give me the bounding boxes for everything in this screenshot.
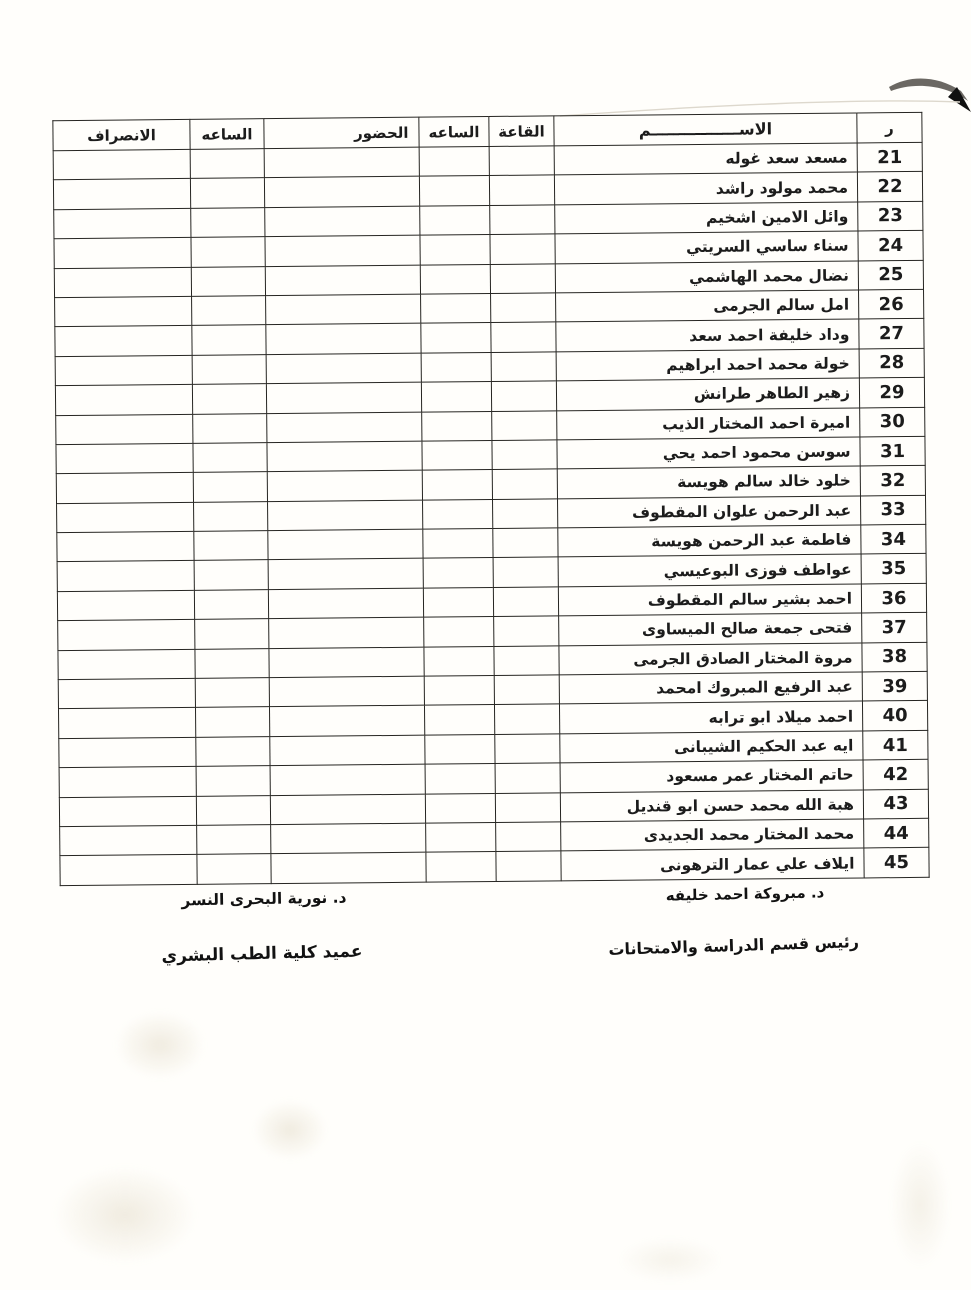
row-number-cell: 29 <box>859 377 924 407</box>
hall-cell <box>495 734 560 764</box>
hour-out-cell <box>195 678 269 708</box>
departure-cell <box>57 531 194 562</box>
hour-out-cell <box>193 472 267 502</box>
row-number-cell: 43 <box>863 789 928 819</box>
student-name-cell: اميرة احمد المختار الذيب <box>557 407 860 439</box>
row-number-cell: 22 <box>857 172 922 202</box>
hour-in-cell <box>426 852 496 882</box>
col-header-index: ر <box>857 112 922 143</box>
hall-cell <box>489 146 554 176</box>
row-number-cell: 42 <box>863 760 928 790</box>
scan-smudge <box>240 1090 340 1170</box>
hour-in-cell <box>422 470 492 500</box>
hour-out-cell <box>194 501 268 531</box>
hall-cell <box>494 704 559 734</box>
attendance-cell <box>267 412 422 443</box>
hour-out-cell <box>191 266 265 296</box>
row-number-cell: 30 <box>860 407 925 437</box>
attendance-cell <box>270 764 425 795</box>
student-name-cell: حاتم المختار عمر مسعود <box>560 760 863 792</box>
signature-left-title: عميد كلية الطب البشري <box>161 941 363 967</box>
hour-in-cell <box>424 705 494 735</box>
hour-in-cell <box>424 676 494 706</box>
attendance-cell <box>269 617 424 648</box>
col-header-hall: القاعة <box>489 116 554 147</box>
student-name-cell: خلود خالد سالم هويسة <box>557 466 860 498</box>
departure-cell <box>55 296 192 327</box>
col-header-hour-out: الساعه <box>190 119 264 150</box>
departure-cell <box>60 825 197 856</box>
row-number-cell: 34 <box>861 524 926 554</box>
hour-in-cell <box>422 411 492 441</box>
departure-cell <box>56 414 193 445</box>
hall-cell <box>493 528 558 558</box>
row-number-cell: 38 <box>862 642 927 672</box>
attendance-cell <box>267 470 422 501</box>
attendance-cell <box>268 559 423 590</box>
scan-smudge <box>600 1230 740 1290</box>
attendance-cell <box>266 294 421 325</box>
row-number-cell: 32 <box>860 466 925 496</box>
col-header-name: الاســــــــــــــــم <box>554 113 857 146</box>
student-name-cell: احمد ميلاد ابو ترابه <box>559 701 862 733</box>
row-number-cell: 31 <box>860 436 925 466</box>
scan-smudge <box>100 1000 220 1090</box>
hall-cell <box>491 381 556 411</box>
attendance-cell <box>268 529 423 560</box>
hour-in-cell <box>422 440 492 470</box>
attendance-cell <box>267 441 422 472</box>
attendance-cell <box>266 324 421 355</box>
departure-cell <box>58 678 195 709</box>
student-name-cell: نضال محمد الهاشمي <box>555 261 858 293</box>
departure-cell <box>55 326 192 357</box>
hour-in-cell <box>426 822 496 852</box>
departure-cell <box>53 149 190 180</box>
student-name-cell: وائل الامين اشخيم <box>555 202 858 234</box>
hall-cell <box>489 175 554 205</box>
hour-in-cell <box>423 587 493 617</box>
hall-cell <box>491 352 556 382</box>
row-number-cell: 45 <box>864 848 929 878</box>
hour-in-cell <box>421 382 491 412</box>
row-number-cell: 40 <box>862 701 927 731</box>
student-name-cell: عواطف فوزى البوعيسي <box>558 554 861 586</box>
hour-out-cell <box>192 354 266 384</box>
attendance-cell <box>269 706 424 737</box>
student-table-body <box>53 142 929 885</box>
departure-cell <box>54 238 191 269</box>
row-number-cell: 25 <box>858 260 923 290</box>
col-header-hour-in: الساعه <box>419 117 489 148</box>
hour-out-cell <box>193 413 267 443</box>
hour-in-cell <box>421 293 491 323</box>
student-name-cell: مروة المختار الصادق الجرمى <box>559 643 862 675</box>
hall-cell <box>493 557 558 587</box>
departure-cell <box>59 796 196 827</box>
departure-cell <box>54 208 191 239</box>
hour-out-cell <box>195 707 269 737</box>
col-header-attendance: الحضور <box>264 117 419 148</box>
hour-out-cell <box>190 149 264 179</box>
scan-smudge <box>880 1120 960 1290</box>
attendance-cell <box>266 353 421 384</box>
row-number-cell: 23 <box>858 201 923 231</box>
hour-out-cell <box>192 325 266 355</box>
hall-cell <box>496 851 561 881</box>
student-name-cell: امل سالم الجرمى <box>556 290 859 322</box>
signature-right-title: رئيس قسم الدراسة والامتحانات <box>608 932 860 959</box>
student-name-cell: مسعد سعد غوله <box>554 143 857 175</box>
hour-in-cell <box>419 147 489 177</box>
signature-right-name: د. مبروكة احمد خليفه <box>665 883 825 905</box>
departure-cell <box>57 561 194 592</box>
row-number-cell: 26 <box>859 289 924 319</box>
hour-out-cell <box>196 736 270 766</box>
student-name-cell: ايه عبد الحكيم الشيبانى <box>560 731 863 763</box>
row-number-cell: 37 <box>862 613 927 643</box>
hour-out-cell <box>196 766 270 796</box>
student-name-cell: محمد مولود راشد <box>554 172 857 204</box>
page-curl-artifact <box>845 60 971 118</box>
scan-smudge <box>30 1150 220 1280</box>
departure-cell <box>55 355 192 386</box>
attendance-cell <box>271 853 426 884</box>
hour-out-cell <box>193 443 267 473</box>
row-number-cell: 35 <box>861 554 926 584</box>
hall-cell <box>490 263 555 293</box>
student-name-cell: عبد الرحمن علوان المقطوف <box>557 496 860 528</box>
hall-cell <box>494 616 559 646</box>
hour-in-cell <box>425 793 495 823</box>
hour-out-cell <box>191 207 265 237</box>
hour-out-cell <box>190 178 264 208</box>
row-number-cell: 44 <box>864 818 929 848</box>
hall-cell <box>494 645 559 675</box>
hour-out-cell <box>197 825 271 855</box>
hall-cell <box>491 322 556 352</box>
hour-out-cell <box>194 560 268 590</box>
departure-cell <box>58 649 195 680</box>
hall-cell <box>495 763 560 793</box>
hour-out-cell <box>197 854 271 884</box>
hour-out-cell <box>195 619 269 649</box>
attendance-table <box>52 112 929 886</box>
hour-out-cell <box>191 237 265 267</box>
departure-cell <box>59 737 196 768</box>
attendance-cell <box>271 823 426 854</box>
hall-cell <box>490 205 555 235</box>
hour-out-cell <box>195 648 269 678</box>
attendance-cell <box>269 676 424 707</box>
student-name-cell: عبد الرفيع المبروك امحمد <box>559 672 862 704</box>
departure-cell <box>56 443 193 474</box>
hall-cell <box>493 499 558 529</box>
student-name-cell: احمد بشير سالم المقطوف <box>558 584 861 616</box>
row-number-cell: 41 <box>863 730 928 760</box>
departure-cell <box>55 384 192 415</box>
departure-cell <box>57 502 194 533</box>
student-name-cell: وداد خليفة احمد سعد <box>556 319 859 351</box>
departure-cell <box>58 708 195 739</box>
hour-in-cell <box>423 499 493 529</box>
student-name-cell: سوسن محمود احمد يحي <box>557 437 860 469</box>
student-name-cell: فتحى جمعة صالح الميساوى <box>559 613 862 645</box>
student-name-cell: ايلاف علي عمار الترهونى <box>561 848 864 880</box>
hour-out-cell <box>196 795 270 825</box>
col-header-departure: الانصراف <box>53 119 190 150</box>
hour-in-cell <box>425 734 495 764</box>
departure-cell <box>57 590 194 621</box>
hour-in-cell <box>420 205 490 235</box>
student-name-cell: فاطمة عبد الرحمن هويسة <box>558 525 861 557</box>
attendance-cell <box>265 206 420 237</box>
attendance-cell <box>266 382 421 413</box>
hall-cell <box>492 469 557 499</box>
row-number-cell: 39 <box>862 671 927 701</box>
hour-in-cell <box>424 646 494 676</box>
hall-cell <box>492 410 557 440</box>
student-name-cell: محمد المختار محمد الجديدى <box>561 819 864 851</box>
hour-in-cell <box>425 764 495 794</box>
hour-in-cell <box>423 558 493 588</box>
signature-left-name: د. نورية البحرى النسر <box>181 888 347 910</box>
departure-cell <box>54 267 191 298</box>
hour-in-cell <box>421 352 491 382</box>
hall-cell <box>495 792 560 822</box>
attendance-cell <box>270 794 425 825</box>
hall-cell <box>492 440 557 470</box>
student-name-cell: سناء ساسي السريتي <box>555 231 858 263</box>
attendance-cell <box>268 588 423 619</box>
student-name-cell: هبة الله محمد حسن ابو قنديل <box>560 790 863 822</box>
attendance-cell <box>270 735 425 766</box>
hour-in-cell <box>419 176 489 206</box>
attendance-cell <box>269 647 424 678</box>
attendance-cell <box>268 500 423 531</box>
departure-cell <box>60 855 197 886</box>
hour-out-cell <box>194 531 268 561</box>
hour-out-cell <box>192 384 266 414</box>
student-name-cell: خولة محمد احمد ابراهيم <box>556 349 859 381</box>
attendance-cell <box>264 177 419 208</box>
hall-cell <box>491 293 556 323</box>
hour-in-cell <box>421 323 491 353</box>
row-number-cell: 21 <box>857 142 922 172</box>
hour-out-cell <box>192 296 266 326</box>
row-number-cell: 27 <box>859 319 924 349</box>
hall-cell <box>493 587 558 617</box>
hour-out-cell <box>194 590 268 620</box>
attendance-cell <box>265 235 420 266</box>
hour-in-cell <box>424 617 494 647</box>
attendance-cell <box>264 147 419 178</box>
hall-cell <box>496 822 561 852</box>
departure-cell <box>56 473 193 504</box>
row-number-cell: 36 <box>861 583 926 613</box>
hour-in-cell <box>423 529 493 559</box>
row-number-cell: 33 <box>860 495 925 525</box>
hour-in-cell <box>420 235 490 265</box>
student-name-cell: زهير الطاهر طرانش <box>556 378 859 410</box>
row-number-cell: 28 <box>859 348 924 378</box>
departure-cell <box>58 620 195 651</box>
departure-cell <box>53 179 190 210</box>
hour-in-cell <box>420 264 490 294</box>
attendance-cell <box>265 265 420 296</box>
departure-cell <box>59 767 196 798</box>
hall-cell <box>490 234 555 264</box>
hall-cell <box>494 675 559 705</box>
row-number-cell: 24 <box>858 231 923 261</box>
